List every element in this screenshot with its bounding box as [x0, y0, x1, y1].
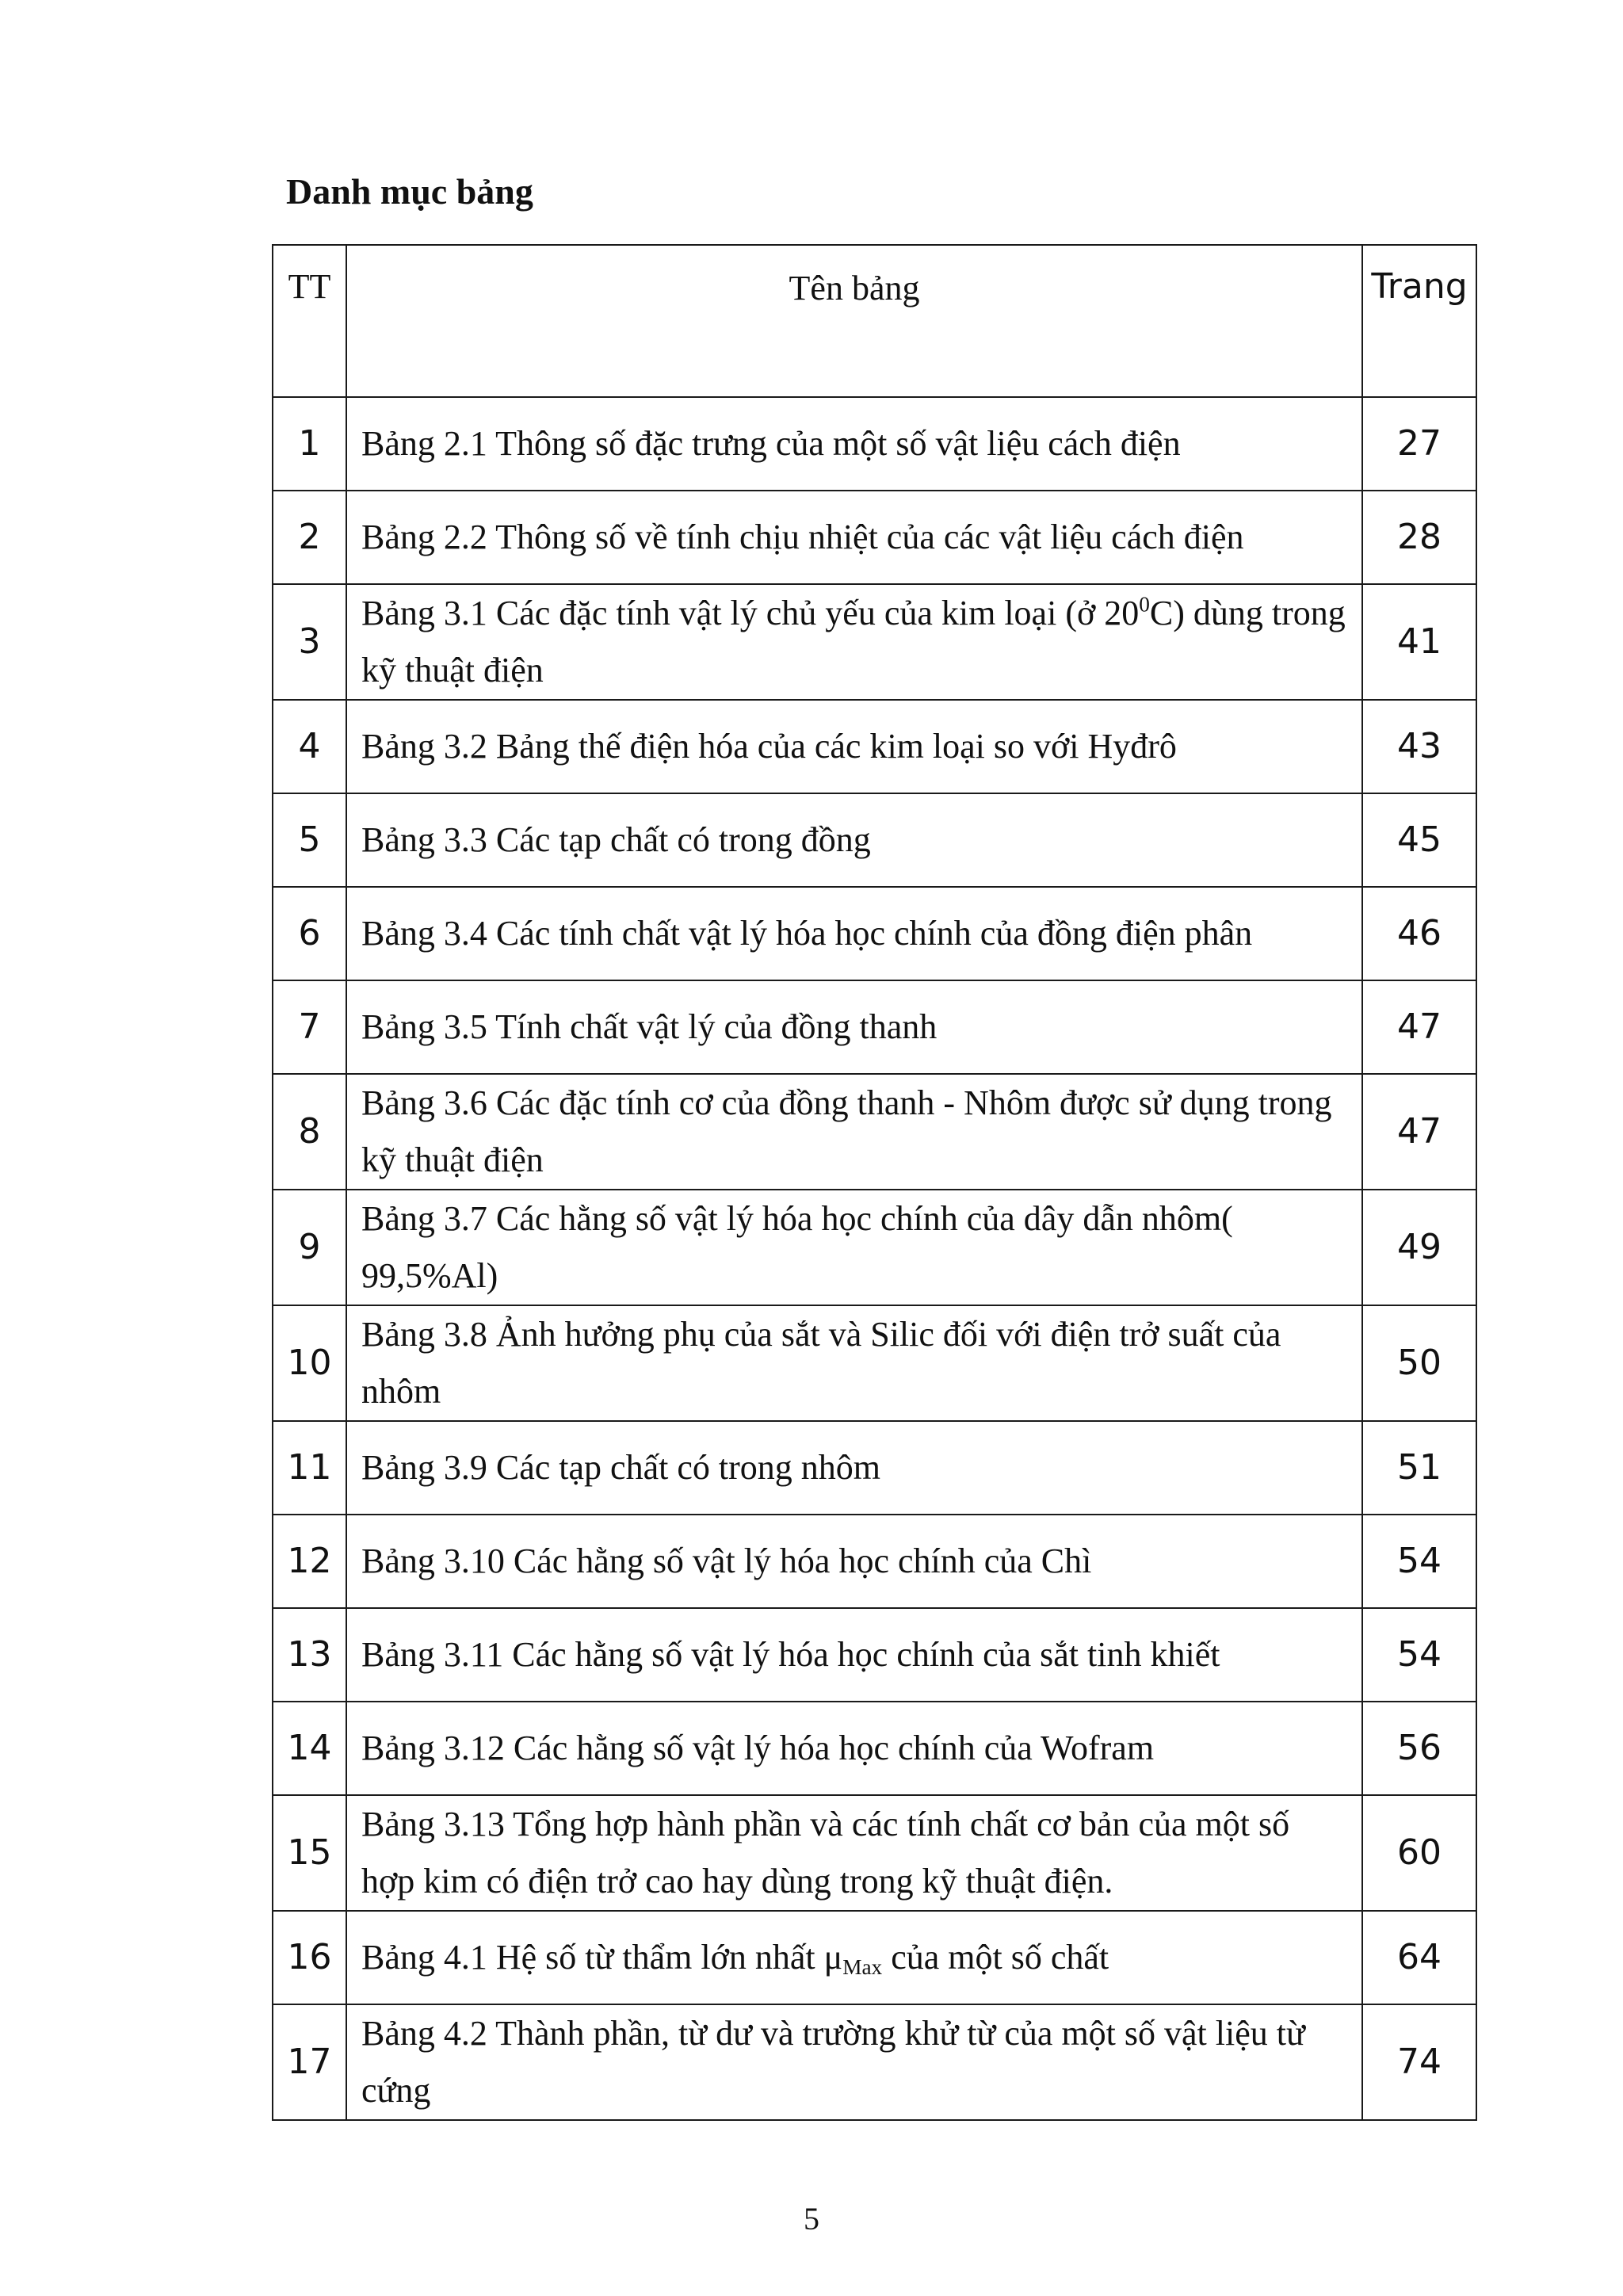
table-row	[273, 2004, 1476, 2120]
table-row	[273, 397, 1476, 491]
table-title-cell	[346, 1305, 1362, 1421]
table-title-cell	[346, 793, 1362, 887]
table-title-text: Bảng 3.7 Các hằng số vật lý hóa học chính của dây dẫn nhôm( 99,5%Al)	[361, 1199, 1233, 1295]
table-title-text: Bảng 3.9 Các tạp chất có trong nhôm	[361, 1448, 880, 1487]
page-ref: 45	[1362, 793, 1476, 887]
row-number: 6	[273, 887, 346, 980]
page-ref: 51	[1362, 1421, 1476, 1515]
row-number: 7	[273, 980, 346, 1074]
row-number: 9	[273, 1190, 346, 1305]
table-title-cell	[346, 584, 1362, 700]
table-title-text: Bảng 4.2 Thành phần, từ dư và trường khử từ của một số vật liệu từ cứng	[361, 2014, 1305, 2110]
table-row	[273, 1305, 1476, 1421]
page-number: 5	[804, 2201, 819, 2237]
row-number: 16	[273, 1911, 346, 2004]
header-tt: TT	[273, 245, 346, 397]
table-title-text: Bảng 3.12 Các hằng số vật lý hóa học chính của Wofram	[361, 1729, 1155, 1767]
table-row	[273, 1515, 1476, 1608]
table-title-text: Bảng 3.1 Các đặc tính vật lý chủ yếu của kim loại (ở 20	[361, 594, 1140, 632]
header-ten-bang: Tên bảng	[346, 245, 1362, 397]
table-title-text: Bảng 3.2 Bảng thế điện hóa của các kim loại so với Hyđrô	[361, 727, 1177, 766]
table-row	[273, 1608, 1476, 1702]
subscript: Max	[842, 1954, 883, 1979]
page-ref: 64	[1362, 1911, 1476, 2004]
page-ref: 50	[1362, 1305, 1476, 1421]
page-ref: 43	[1362, 700, 1476, 793]
table-title-cell	[346, 397, 1362, 491]
table-title-text: Bảng 3.8 Ảnh hưởng phụ của sắt và Silic đối với điện trở suất của nhôm	[361, 1315, 1281, 1411]
page-ref: 47	[1362, 980, 1476, 1074]
page-ref: 27	[1362, 397, 1476, 491]
table-list	[272, 244, 1477, 2121]
table-row	[273, 584, 1476, 700]
table-title-text: Bảng 2.1 Thông số đặc trưng của một số vật liệu cách điện	[361, 424, 1181, 463]
row-number: 2	[273, 491, 346, 584]
table-title-cell	[346, 1795, 1362, 1911]
row-number: 17	[273, 2004, 346, 2120]
table-title-cell	[346, 980, 1362, 1074]
table-row	[273, 793, 1476, 887]
row-number: 15	[273, 1795, 346, 1911]
table-title-cell	[346, 1074, 1362, 1190]
table-title-cell	[346, 2004, 1362, 2120]
table-title-text: Bảng 3.5 Tính chất vật lý của đồng thanh	[361, 1007, 938, 1046]
row-number: 12	[273, 1515, 346, 1608]
table-row	[273, 1190, 1476, 1305]
superscript: 0	[1139, 592, 1150, 617]
table-row	[273, 1911, 1476, 2004]
page-ref: 47	[1362, 1074, 1476, 1190]
row-number: 14	[273, 1702, 346, 1795]
page-ref: 41	[1362, 584, 1476, 700]
table-title-text: Bảng 3.6 Các đặc tính cơ của đồng thanh - Nhôm được sử dụng trong kỹ thuật điện	[361, 1083, 1332, 1179]
page-ref: 28	[1362, 491, 1476, 584]
table-title-cell	[346, 1190, 1362, 1305]
table-title-cell	[346, 1421, 1362, 1515]
page-ref: 56	[1362, 1702, 1476, 1795]
row-number: 10	[273, 1305, 346, 1421]
table-title-cell	[346, 1515, 1362, 1608]
page-ref: 60	[1362, 1795, 1476, 1911]
table-row	[273, 1074, 1476, 1190]
row-number: 8	[273, 1074, 346, 1190]
table-title-cell	[346, 1702, 1362, 1795]
header-trang: Trang	[1362, 245, 1476, 397]
table-title-text: Bảng 4.1 Hệ số từ thẩm lớn nhất μ	[361, 1938, 843, 1977]
table-row	[273, 1702, 1476, 1795]
table-title-cell	[346, 1911, 1362, 2004]
table-title-cell	[346, 887, 1362, 980]
table-title-cell	[346, 491, 1362, 584]
row-number: 3	[273, 584, 346, 700]
table-title-text-continued: của một số chất	[882, 1938, 1109, 1977]
table-title-text: Bảng 3.13 Tổng hợp hành phần và các tính chất cơ bản của một số hợp kim có điện trở cao hay dùng trong kỹ thuật điện.	[361, 1805, 1290, 1901]
page-ref: 74	[1362, 2004, 1476, 2120]
page-ref: 49	[1362, 1190, 1476, 1305]
table-title-text: Bảng 3.4 Các tính chất vật lý hóa học chính của đồng điện phân	[361, 914, 1253, 953]
table-row	[273, 980, 1476, 1074]
row-number: 11	[273, 1421, 346, 1515]
table-row	[273, 700, 1476, 793]
table-title-text: Bảng 2.2 Thông số về tính chịu nhiệt của các vật liệu cách điện	[361, 518, 1244, 556]
page-title: Danh mục bảng	[286, 171, 533, 212]
page-ref: 46	[1362, 887, 1476, 980]
row-number: 13	[273, 1608, 346, 1702]
row-number: 5	[273, 793, 346, 887]
table-title-cell	[346, 700, 1362, 793]
table-row	[273, 1421, 1476, 1515]
row-number: 1	[273, 397, 346, 491]
table-title-text-continued: C) dùng trong kỹ thuật điện	[361, 594, 1346, 690]
table-row	[273, 1795, 1476, 1911]
page-ref: 54	[1362, 1515, 1476, 1608]
row-number: 4	[273, 700, 346, 793]
table-row	[273, 887, 1476, 980]
table-title-text: Bảng 3.10 Các hằng số vật lý hóa học chính của Chì	[361, 1541, 1092, 1580]
table-title-cell	[346, 1608, 1362, 1702]
page-ref: 54	[1362, 1608, 1476, 1702]
table-row	[273, 491, 1476, 584]
table-title-text: Bảng 3.3 Các tạp chất có trong đồng	[361, 820, 871, 859]
table-header-row	[273, 245, 1476, 397]
table-title-text: Bảng 3.11 Các hằng số vật lý hóa học chính của sắt tinh khiết	[361, 1635, 1220, 1674]
